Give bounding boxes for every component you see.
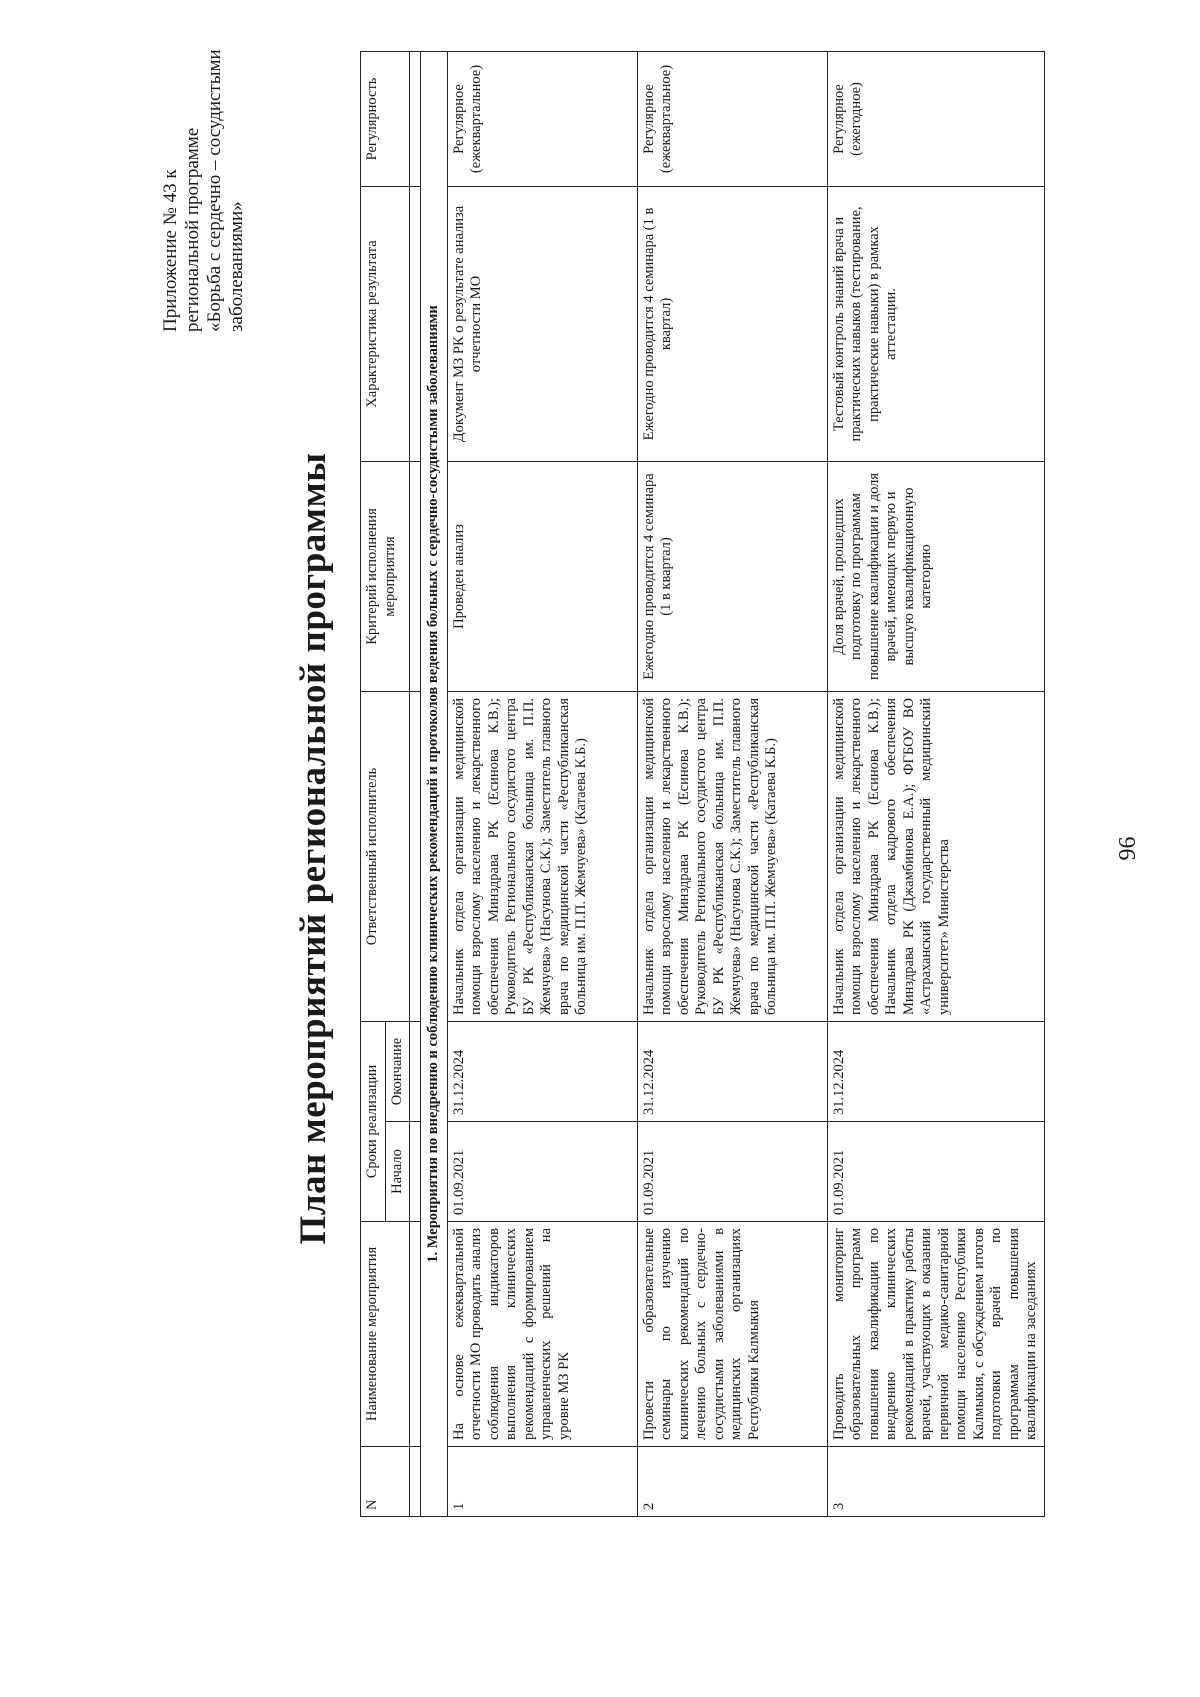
plan-table <box>360 51 1045 1517</box>
row-name: Провести образовательные семинары по изучению клинических рекомендаций по лечению больных с сердечно-сосудистыми заболеваниями в медицинских организациях Республики Калмыкия <box>637 1222 827 1447</box>
row-num: 3 <box>827 1447 1044 1517</box>
row-regularity: Регулярное (ежеквартальное) <box>447 52 637 187</box>
row-regularity: Регулярное (ежеквартальное) <box>637 52 827 187</box>
header-regularity: Регулярность <box>361 52 410 187</box>
header-responsible: Ответственный исполнитель <box>361 692 410 1022</box>
row-responsible: Начальник отдела организации медицинской помощи взрослому населению и лекарственного обеспечения Минздрава РК (Есинова К.В.); Руководитель Регионального сосудистого центра БУ РК «Республиканская больница им. П.П. Жемчуева» (Насунова С.К.); Заместитель главного врача по медицинской части «Республиканская больница им. П.П. Жемчуева» (Катаева К.Б.) <box>637 692 827 1022</box>
header-terms: Сроки реализации <box>361 1022 386 1222</box>
appendix-line: заболеваниями» <box>226 201 247 332</box>
appendix-line: «Борьба с сердечно – сосудистыми <box>204 49 225 332</box>
section-title: 1. Мероприятия по внедрению и соблюдению клинических рекомендаций и протоколов ведения больных с сердечно-сосудистыми заболеваниями <box>421 52 448 1517</box>
appendix-line: региональной программе <box>182 127 203 332</box>
row-num: 2 <box>637 1447 827 1517</box>
header-num: N <box>361 1447 410 1517</box>
table-row <box>637 52 827 1517</box>
page-title: План мероприятий региональной программы <box>293 452 334 1245</box>
row-name: На основе ежеквартальной отчетности МО проводить анализ соблюдения индикаторов выполнения клинических рекомендаций с формированием управленческих решений на уровне МЗ РК <box>447 1222 637 1447</box>
table-row <box>447 52 637 1517</box>
row-start: 01.09.2021 <box>447 1122 637 1222</box>
row-end: 31.12.2024 <box>827 1022 1044 1122</box>
row-num: 1 <box>447 1447 637 1517</box>
row-start: 01.09.2021 <box>827 1122 1044 1222</box>
spacer-row <box>410 52 421 1517</box>
header-start: Начало <box>385 1122 410 1222</box>
header-end: Окончание <box>385 1022 410 1122</box>
row-result: Документ МЗ РК о результате анализа отчетности МО <box>447 187 637 462</box>
section-row <box>421 52 448 1517</box>
row-responsible: Начальник отдела организации медицинской помощи взрослому населению и лекарственного обеспечения Минздрава РК (Есинова К.В.); Руководитель Регионального сосудистого центра БУ РК «Республиканская больница им. П.П. Жемчуева» (Насунова С.К.); Заместитель главного врача по медицинской части «Республиканская больница им. П.П. Жемчуева» (Катаева К.Б.) <box>447 692 637 1022</box>
appendix-line: Приложение № 43 к <box>160 169 181 332</box>
page-number: 96 <box>1115 836 1141 861</box>
row-regularity: Регулярное (ежегодное) <box>827 52 1044 187</box>
header-criterion: Критерий исполнения мероприятия <box>361 462 410 692</box>
table-header-row <box>361 52 386 1517</box>
row-criterion: Проведен анализ <box>447 462 637 692</box>
row-name: Проводить мониторинг образовательных программ повышения квалификации по внедрению клинических рекомендаций в практику работы врачей, участвующих в оказании первичной медико-санитарной помощи населению Республики Калмыкия, с обсуждением итогов подготовки врачей по программам повышения квалификации на заседаниях <box>827 1222 1044 1447</box>
header-result: Характеристика результата <box>361 187 410 462</box>
header-name: Наименование мероприятия <box>361 1222 410 1447</box>
row-result: Тестовый контроль знаний врача и практических навыков (тестирование, практические навыки) в рамках аттестации. <box>827 187 1044 462</box>
row-responsible: Начальник отдела организации медицинской помощи взрослому населению и лекарственного обеспечения Минздрава РК (Есинова К.В.); Начальник отдела кадрового обеспечения Минздрава РК (Джамбинова Е.А.); ФГБОУ ВО «Астраханский государственный медицинский университет» Министерства <box>827 692 1044 1022</box>
row-end: 31.12.2024 <box>637 1022 827 1122</box>
row-end: 31.12.2024 <box>447 1022 637 1122</box>
row-start: 01.09.2021 <box>637 1122 827 1222</box>
row-criterion: Доля врачей, прошедших подготовку по программам повышение квалификации и доля врачей, имеющих первую и высшую квалификационную категорию <box>827 462 1044 692</box>
row-result: Ежегодно проводится 4 семинара (1 в квартал) <box>637 187 827 462</box>
table-row <box>827 52 1044 1517</box>
appendix-note <box>160 49 248 332</box>
row-criterion: Ежегодно проводится 4 семинара (1 в квартал) <box>637 462 827 692</box>
